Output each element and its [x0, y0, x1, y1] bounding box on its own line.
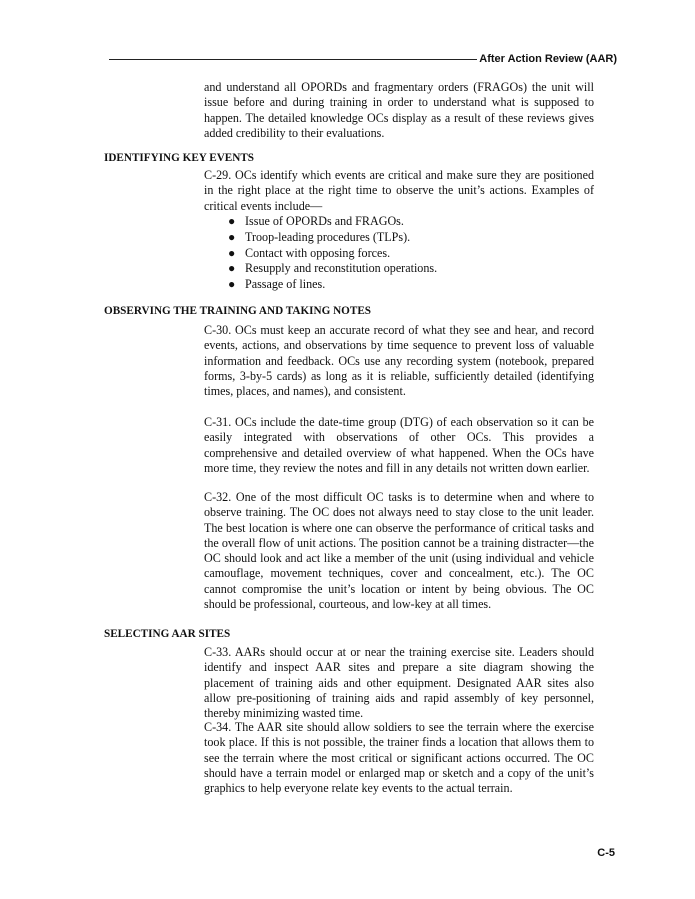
list-item: ● Troop-leading procedures (TLPs). — [228, 229, 411, 244]
section-heading-selecting-aar-sites: SELECTING AAR SITES — [104, 628, 231, 640]
list-item: ● Contact with opposing forces. — [228, 245, 391, 260]
section-heading-observing-training: OBSERVING THE TRAINING AND TAKING NOTES — [104, 305, 372, 317]
paragraph-c-32: C-32. One of the most difficult OC tasks is to determine when and where to observe training. The OC does not always need to stay close to the unit leader. The best location is where one can observe the performance of critical tasks and the overall flow of unit actions. The position cannot be a training distracter—the OC should look and act like a member of the unit (using individual and vehicle camouflage, movement techniques, cover and concealment, etc.). The OC cannot compromise the unit’s location or intent by being obvious. The OC should be professional, courteous, and low-key at all times. — [204, 490, 594, 612]
bullet-icon: ● — [228, 229, 236, 244]
list-item: ● Passage of lines. — [228, 277, 326, 292]
section-heading-identifying-key-events: IDENTIFYING KEY EVENTS — [104, 152, 255, 164]
header-rule — [109, 59, 477, 60]
paragraph-c-34: C-34. The AAR site should allow soldiers to see the terrain where the exercise took place. If this is not possible, the trainer finds a location that allows them to see the terrain where the most critical or significant actions occurred. The OC should have a terrain model or enlarged map or sketch and a copy of the unit’s graphics to help everyone relate key events to the actual terrain. — [204, 720, 594, 796]
critical-events-list — [228, 214, 437, 293]
list-item: ● Issue of OPORDs and FRAGOs. — [228, 214, 404, 228]
bullet-icon: ● — [228, 214, 236, 228]
list-item: ● Resupply and reconstitution operations. — [228, 261, 438, 276]
bullet-icon: ● — [228, 261, 236, 276]
paragraph-c-31: C-31. OCs include the date-time group (DTG) of each observation so it can be easily integrated with observations of other OCs. This provides a comprehensive and detailed overview of what happened. When the OCs have more time, they review the notes and fill in any details not written down earlier. — [204, 415, 594, 475]
page-number: C-5 — [597, 847, 615, 859]
paragraph-c-29: C-29. OCs identify which events are critical and make sure they are positioned in the right place at the right time to observe the unit’s actions. Examples of critical events include— — [204, 168, 594, 213]
bullet-icon: ● — [228, 277, 236, 292]
running-header-title: After Action Review (AAR) — [479, 53, 617, 65]
paragraph-c-30: C-30. OCs must keep an accurate record of what they see and hear, and record events, actions, and observations by time sequence to prevent loss of valuable information and feedback. OCs use any recording system (notebook, prepared forms, 3-by-5 cards) as long as it is reliable, sufficiently detailed (identifying times, places, and names), and consistent. — [204, 323, 594, 399]
bullet-icon: ● — [228, 245, 236, 260]
intro-paragraph: and understand all OPORDs and fragmentary orders (FRAGOs) the unit will issue before and during training in order to understand what is supposed to happen. The detailed knowledge OCs display as a result of these reviews gives added credibility to their evaluations. — [204, 80, 594, 140]
paragraph-c-33: C-33. AARs should occur at or near the training exercise site. Leaders should identify and inspect AAR sites and prepare a site diagram showing the placement of training aids and other equipment. Designated AAR sites also allow pre-positioning of training aids and rapid assembly of key personnel, thereby minimizing wasted time. — [204, 645, 594, 721]
